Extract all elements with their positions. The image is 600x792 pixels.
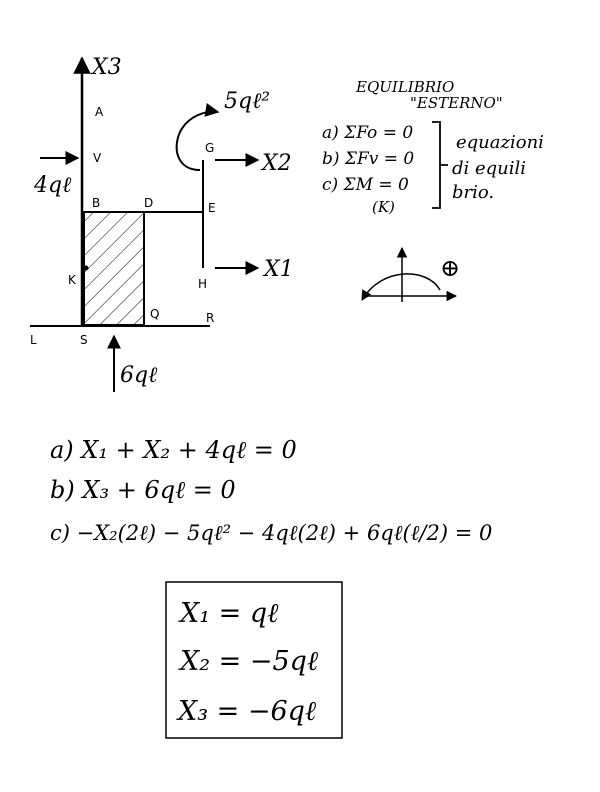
point-label-g: G	[205, 141, 215, 155]
vertical-force-label: 6qℓ	[120, 363, 158, 388]
side-note-line3: brio.	[452, 182, 495, 203]
side-note-line1: equazioni	[456, 132, 544, 153]
point-label-q: Q	[150, 307, 160, 321]
point-label-d: D	[144, 196, 154, 210]
axis-x2-label: X2	[262, 151, 292, 176]
result-x2: X₂ = −5qℓ	[180, 646, 319, 677]
sign-convention-symbol: ⊕	[440, 254, 461, 282]
result-x1: X₁ = qℓ	[180, 598, 279, 629]
axis-x1-label: X1	[264, 257, 294, 282]
result-x3: X₃ = −6qℓ	[178, 696, 317, 727]
condition-a: a) ΣFo = 0	[322, 123, 414, 143]
point-label-e: E	[208, 201, 216, 215]
point-label-k: K	[68, 273, 76, 287]
point-label-b: B	[92, 196, 101, 210]
condition-b: b) ΣFv = 0	[322, 149, 415, 169]
equation-b: b) X₃ + 6qℓ = 0	[50, 476, 236, 504]
point-label-a: A	[95, 105, 104, 119]
moment-load-label: 5qℓ²	[224, 89, 271, 114]
point-label-r: R	[206, 311, 215, 325]
equation-c: c) −X₂(2ℓ) − 5qℓ² − 4qℓ(2ℓ) + 6qℓ(ℓ/2) = 0	[50, 521, 493, 545]
notes-title-line1: EQUILIBRIO	[356, 78, 455, 96]
axis-x3-label: X3	[92, 55, 122, 80]
horizontal-force-label: 4qℓ	[34, 173, 72, 198]
side-note-line2: di equili	[452, 158, 527, 179]
point-label-s: S	[80, 333, 88, 347]
point-label-h: H	[198, 277, 208, 291]
condition-c-point: (K)	[372, 198, 395, 216]
equation-a: a) X₁ + X₂ + 4qℓ = 0	[50, 436, 297, 464]
notes-title-line2: "ESTERNO"	[410, 94, 503, 112]
point-label-v: V	[93, 151, 102, 165]
condition-c: c) ΣM = 0	[322, 175, 409, 195]
point-label-l: L	[30, 333, 37, 347]
